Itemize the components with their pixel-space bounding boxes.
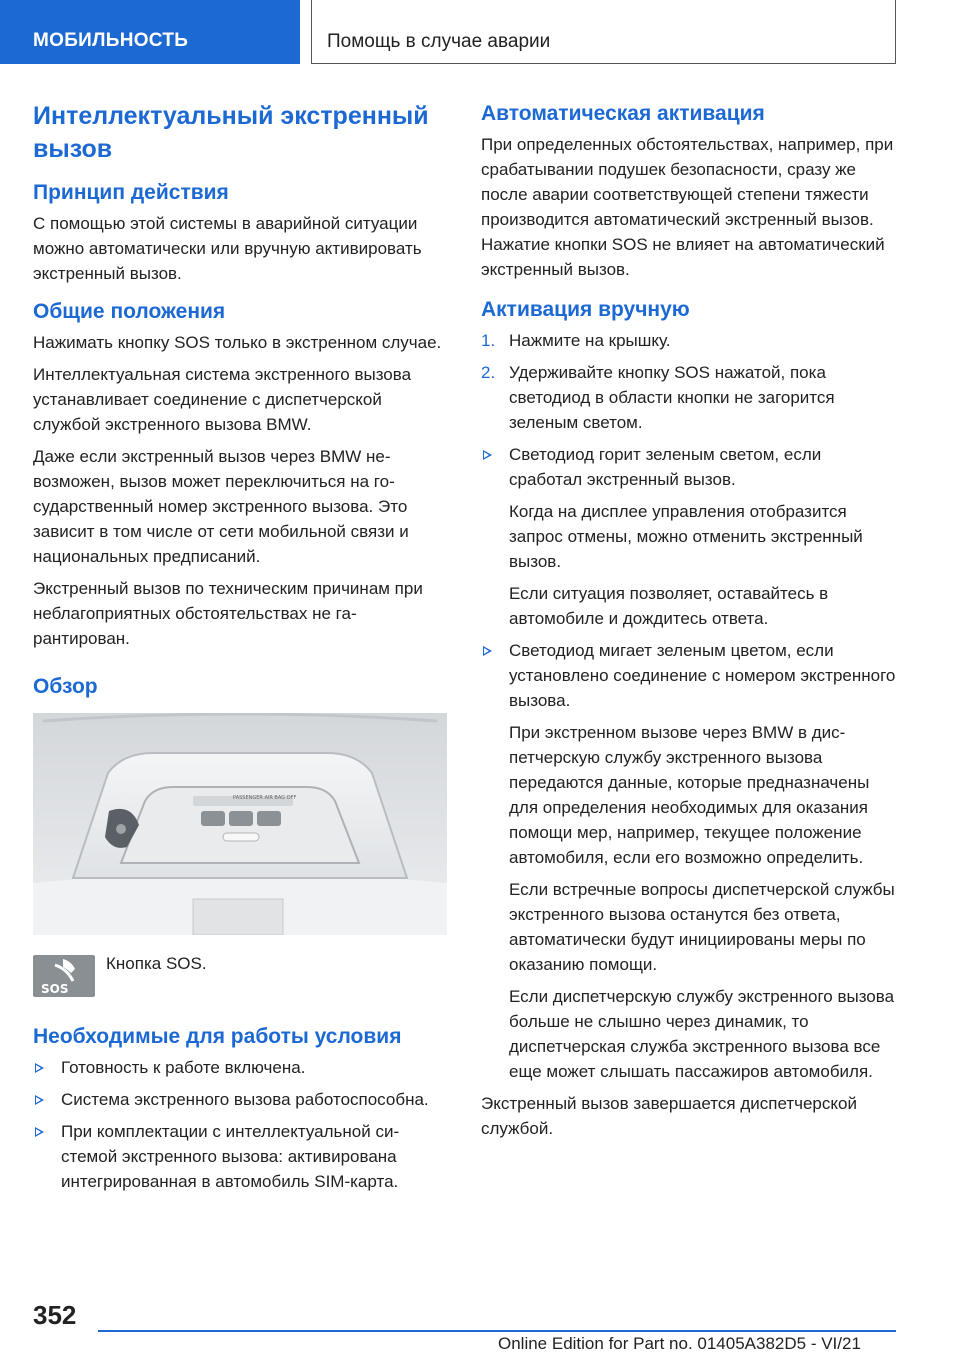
- header-chapter-label: Помощь в случае аварии: [327, 31, 551, 52]
- led-green-note-1: Когда на дисплее управления отобразится запрос отмены, можно отменить экстренный вызов.: [509, 502, 863, 571]
- auto-activation-text: При определенных обстоятельствах, например, при срабатывании подушек безопасности, сразу же после аварии соответствующей степени тяжести производится автоматический экстренный вызов. Нажатие кнопки SOS не влияет на автоматический экстренный вызов.: [481, 135, 894, 279]
- general-paragraph-3: Даже если экстренный вызов через BMW невозможен, вызов может переключиться на государственный номер экстренного вызова. Это зависит в том числе от сети мобильной связи и национальных предписаний.: [33, 447, 409, 566]
- sos-caption-row: [33, 951, 447, 1011]
- sos-icon-label: SOS: [41, 982, 69, 996]
- conditions-list: [33, 1055, 447, 1194]
- bullet-triangle-icon: [35, 1095, 44, 1105]
- bullet-triangle-icon: [35, 1127, 44, 1137]
- general-paragraph-1: Нажимать кнопку SOS только в экстренном случае.: [33, 333, 442, 352]
- figure-panel-text: PASSENGER AIR BAG OFF: [233, 795, 297, 801]
- list-item: Система экстренного вызова работоспособна.: [33, 1087, 447, 1112]
- manual-steps-list: [481, 328, 896, 1084]
- sos-caption: Кнопка SOS.: [106, 954, 207, 973]
- list-item: Светодиод горит зеленым светом, если сработал экстренный вызов. Когда на дисплее управления отобразится запрос отмены, можно отменить экстренный вызов. Если ситуация позволяет, оставайтесь в автомобиле и дождитесь ответа.: [481, 442, 896, 631]
- led-green-note-2: Если ситуация позволяет, оставайтесь в автомобиле и дождитесь ответа.: [509, 584, 829, 628]
- overview-heading: Обзор: [33, 675, 98, 698]
- bullet-triangle-icon: [35, 1063, 44, 1073]
- list-item: Готовность к работе включена.: [33, 1055, 447, 1080]
- list-item: При комплектации с интеллектуальной системой экстренного вызова: активирована интегрированная в автомобиль SIM-карта.: [33, 1119, 447, 1194]
- list-item: Светодиод мигает зеленым цветом, если установлено соединение с номером экстренного вызова. При экстренном вызове через BMW в диспетчерскую службу экстренного вызова передаются данные, которые предназначены для определения необходимых для оказания помощи мер, например, текущее положение автомобиля, если его возможно определить. Если встречные вопросы диспетчерской службы экстренного вызова останутся без ответа, автоматически будут инициированы меры по оказанию помощи. Если диспетчерскую службу экстренного вызова больше не слышно через динамик, то диспетчерская служба экстренного вызова все еще может слышать пассажиров автомобиля.: [481, 638, 896, 1084]
- list-item: 1. Нажмите на крышку.: [481, 328, 896, 353]
- page-number: 352: [33, 1300, 77, 1330]
- led-blink-note-1: При экстренном вызове через BMW в диспетчерскую службу экстренного вызова передаются данные, которые предназначены для определения необходимых для оказания помощи мер, например, текущее положение автомобиля, если его возможно определить.: [509, 723, 870, 867]
- page-title: Интеллектуальный экстренный вызов: [33, 102, 429, 163]
- general-heading: Общие положения: [33, 300, 226, 323]
- general-paragraph-4: Экстренный вызов по техническим причинам при неблагоприятных обстоятельствах не гарантирован.: [33, 579, 423, 648]
- general-paragraph-2: Интеллектуальная система экстренного вызова устанавливает соединение с диспетчерской службой экстренного вызова BMW.: [33, 365, 412, 434]
- manual-activation-heading: Активация вручную: [481, 298, 690, 321]
- footer-edition: Online Edition for Part no. 01405A382D5 - VI/21: [498, 1334, 861, 1353]
- header-section-label: МОБИЛЬНОСТЬ: [33, 30, 189, 51]
- principle-heading: Принцип действия: [33, 181, 229, 204]
- footer-divider: [98, 1330, 896, 1332]
- led-blink-note-2: Если встречные вопросы диспетчерской службы экстренного вызова останутся без ответа, автоматически будут инициированы меры по оказанию помощи.: [509, 880, 895, 974]
- header-chapter-box: [311, 0, 896, 64]
- bullet-triangle-icon: [483, 646, 492, 656]
- step-number: 2.: [481, 363, 496, 382]
- step-number: 1.: [481, 331, 496, 350]
- right-column: [481, 100, 896, 1148]
- principle-text: С помощью этой системы в аварийной ситуации можно автоматически или вручную активировать экстренный вызов.: [33, 214, 422, 283]
- call-end-text: Экстренный вызов завершается диспетчерской службой.: [481, 1094, 857, 1138]
- conditions-heading: Необходимые для работы условия: [33, 1025, 402, 1048]
- overhead-console-illustration: [33, 713, 447, 935]
- list-item: 2. Удерживайте кнопку SOS нажатой, пока светодиод в области кнопки не загорится зеленым светом.: [481, 360, 896, 435]
- bullet-triangle-icon: [483, 450, 492, 460]
- header-section-tab: [0, 0, 300, 64]
- auto-activation-heading: Автоматическая активация: [481, 102, 765, 125]
- sos-button-icon: [33, 955, 95, 997]
- left-column: [33, 100, 447, 1201]
- overhead-console-drawing: [33, 713, 447, 935]
- led-blink-note-3: Если диспетчерскую службу экстренного вызова больше не слышно через динамик, то диспетчерская служба экстренного вызова все еще может слышать пассажиров автомобиля.: [509, 987, 895, 1081]
